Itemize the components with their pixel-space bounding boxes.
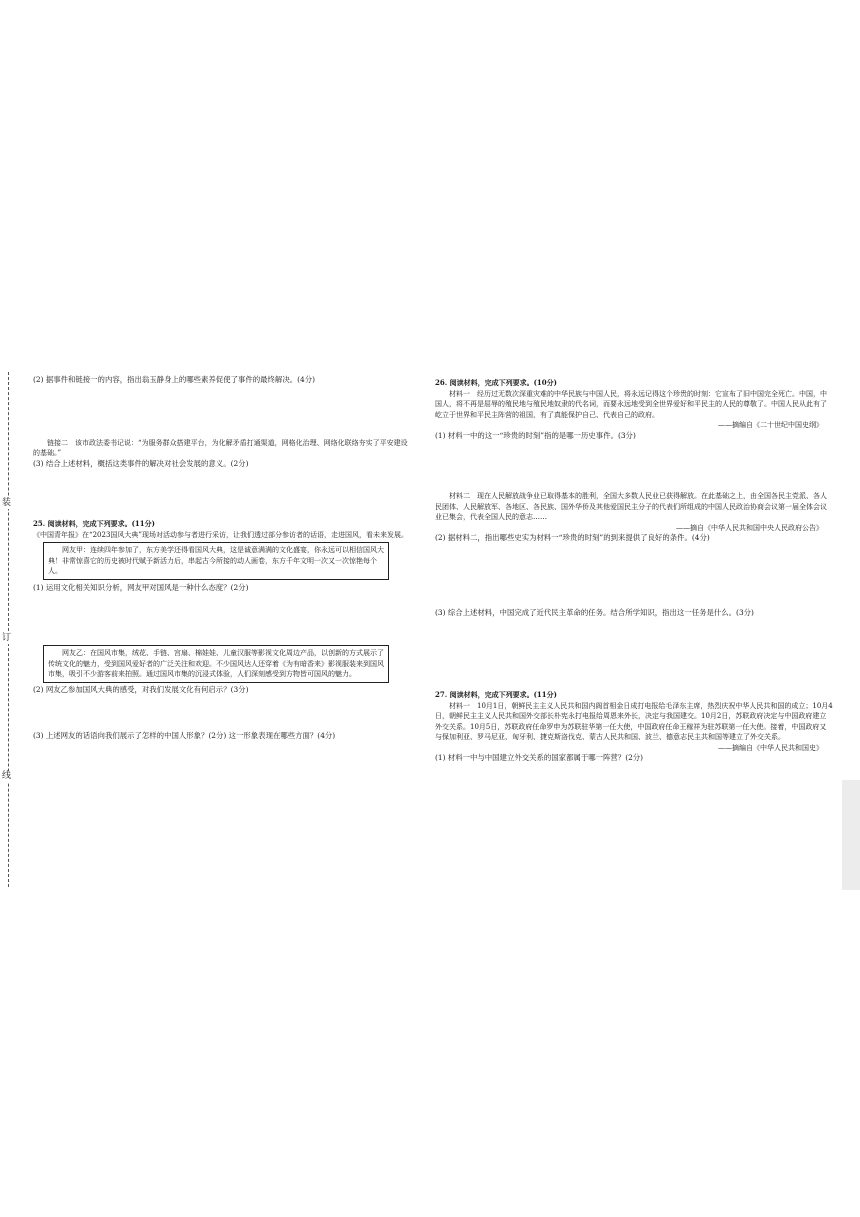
question-26-heading: 26. 阅读材料，完成下列要求。(10分) — [435, 378, 557, 387]
left-column — [33, 375, 408, 742]
question-24-3: (3) 结合上述材料，概括这类事件的解决对社会发展的意义。(2分) — [33, 458, 249, 468]
material-27-text: 材料一 10月1日，朝鲜民主主义人民共和国内阁首相金日成打电报给毛泽东主席，热烈庆祝中华人民共和国的成立；10月4日，朝鲜民主主义人民共和国外交部长朴宪永打电报给周恩来外长，决定与我国建交。10月2日，苏联政府决定与中国政府建立外交关系。10月5日，苏联政府任命罗申为苏联驻华第一任大使，中国政府任命王稼祥为驻苏联第一任大使。接着，中国政府又与保加利亚、罗马尼亚、匈牙利、捷克斯洛伐克、蒙古人民共和国、波兰、德意志民主共和国等建立了外交关系。 — [435, 701, 833, 741]
netizen-a-box — [43, 542, 389, 580]
binding-label-ding: 订 — [2, 633, 12, 643]
material-2-source: ——摘自《中华人民共和国中央人民政府公告》 — [676, 523, 823, 532]
question-25-3: (3) 上述网友的话语向我们展示了怎样的中国人形象？(2分) 这一形象表现在哪些方面？(4分) — [33, 731, 336, 740]
question-25-intro: 《中国青年报》在“2023国风大典”现场对活动参与者进行采访，让我们透过部分参访者的话语，走进国风，看未来发展。 — [33, 530, 408, 539]
question-26-1: (1) 材料一中的这一“珍贵的时刻”指的是哪一历史事件。(3分) — [435, 430, 636, 440]
binding-label-xian: 线 — [2, 771, 12, 781]
right-column — [435, 378, 833, 764]
question-26-3: (3) 综合上述材料，中国完成了近代民主革命的任务。结合所学知识，指出这一任务是什么。(3分) — [435, 607, 754, 617]
netizen-b-text: 网友乙：在国风市集，绒花、手链、宫扇、棉娃娃、儿童汉服等影视文化周边产品，以创新的方式展示了传统文化的魅力，受到国风爱好者的广泛关注和欢迎。不少国风达人还穿着《为有暗香来》影视服装来到国风市集，吸引不少游客前来拍照。通过国风市集的沉浸式体验，人们深刻感受到方物皆可国风的魅力。 — [48, 649, 384, 678]
question-27-1: (1) 材料一中与中国建立外交关系的国家都属于哪一阵营？(2分) — [435, 753, 644, 762]
question-27-heading: 27. 阅读材料，完成下列要求。(11分) — [435, 690, 557, 699]
binding-label-zhuang: 装 — [2, 498, 12, 508]
question-25-heading: 25. 阅读材料，完成下列要求。(11分) — [33, 519, 155, 528]
question-25-2: (2) 网友乙参加国风大典的感受，对我们发展文化有何启示？(3分) — [33, 684, 249, 694]
material-1-text: 材料一 经历过无数次深重灾难的中华民族与中国人民，将永远记得这个珍贵的时刻：它宣布了旧中国完全死亡。中国，中国人，将不再是屈辱的殖民地与殖民地奴隶的代名词，而要永远地受到全世界爱好和平民主的人民的尊敬了。中国人民从此有了屹立于世界和平民主阵营的祖国，有了真能保护自己、代表自己的政府。 — [435, 389, 827, 419]
question-24-2: (2) 据事件和链接一的内容，指出翁玉静身上的哪些素养促使了事件的最终解决。(4分) — [33, 375, 315, 384]
scan-shadow — [842, 780, 860, 890]
link-2-text: 链接二 该市政法委书记说：“为服务群众搭建平台，为化解矛盾打通渠道，网格化治理、网络化联络夯实了平安建设的基础。” — [33, 438, 408, 457]
material-27-source: ——摘编自《中华人民共和国史》 — [718, 743, 823, 752]
netizen-a-text: 网友甲：连续四年参加了，东方美学还得看国风大典，这是诚意满满的文化盛宴，你永远可以相信国风大典！非常惊喜它的历史被时代赋予新活力后，串起古今所接的动人画卷，东方千年文明一次又一次惊艳每个人。 — [48, 546, 384, 575]
material-1-source: ——摘编自《二十世纪中国史纲》 — [718, 421, 823, 429]
binding-line — [8, 372, 9, 887]
question-25-1: (1) 运用文化相关知识分析，网友甲对国风是一种什么态度？(2分) — [33, 582, 249, 592]
netizen-b-box — [43, 645, 389, 683]
question-26-2: (2) 据材料二，指出哪些史实为材料一“珍贵的时刻”的到来提供了良好的条件。(4分) — [435, 533, 710, 542]
material-2-text: 材料二 现在人民解放战争业已取得基本的胜利，全国大多数人民业已获得解放。在此基础之上，由全国各民主党派、各人民团体、人民解放军、各地区、各民族、国外华侨及其他爱国民主分子的代表们所组成的中国人民政治协商会议第一届全体会议业已集会，代表全国人民的意志…… — [435, 492, 827, 521]
